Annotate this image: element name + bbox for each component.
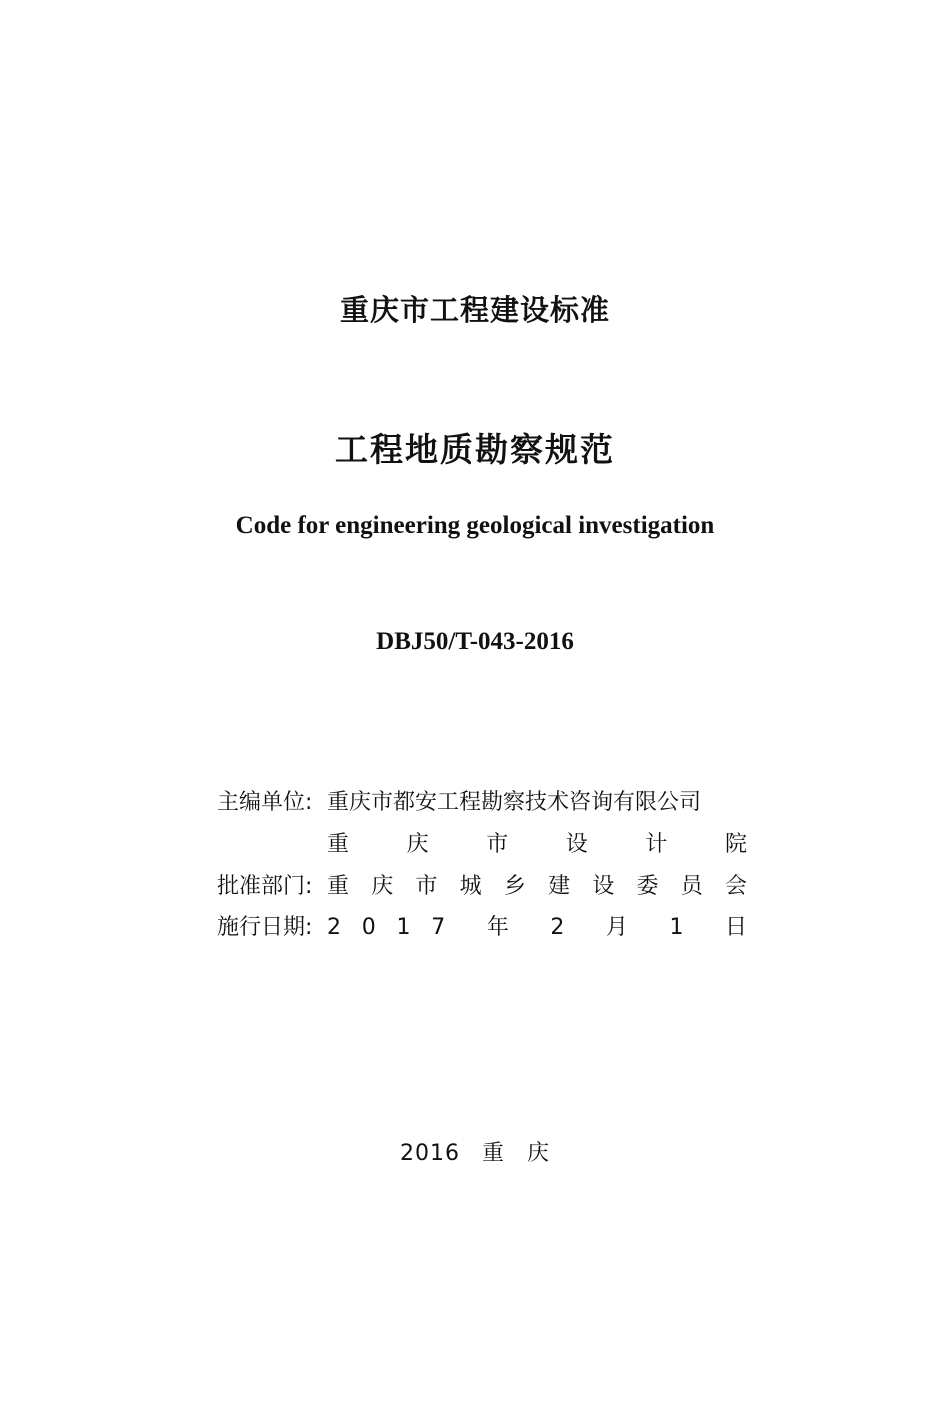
editor-unit-row (217, 788, 747, 818)
approval-char: 员 (680, 874, 703, 899)
editor-unit-secondary-char: 庆 (406, 832, 429, 857)
document-title-english: Code for engineering geological investigation (235, 512, 715, 539)
approval-char: 城 (459, 874, 482, 899)
date-digit: 0 (361, 915, 376, 940)
approval-char: 设 (592, 874, 615, 899)
editor-unit-secondary-char: 计 (645, 832, 668, 857)
approval-char: 庆 (371, 874, 394, 899)
publication-year: 2016 (399, 1141, 460, 1166)
approval-char: 市 (415, 874, 438, 899)
approval-department-value (327, 872, 747, 902)
date-month-char: 月 (605, 915, 628, 940)
approval-char: 建 (548, 874, 571, 899)
editor-unit-secondary (327, 830, 747, 860)
approval-department-row (217, 872, 747, 902)
editor-unit-secondary-char: 重 (327, 832, 350, 857)
effective-date-label: 施行日期: (217, 915, 313, 940)
effective-date-value (327, 913, 747, 943)
effective-date-row (217, 913, 747, 943)
editor-unit-label: 主编单位: (217, 790, 313, 815)
editor-unit-secondary-row (217, 830, 747, 860)
standard-number: DBJ50/T-043-2016 (376, 628, 574, 655)
approval-char: 会 (724, 874, 747, 899)
date-day-number: 1 (669, 915, 684, 940)
date-day-char: 日 (724, 915, 747, 940)
date-digit: 7 (431, 915, 446, 940)
date-digit: 2 (327, 915, 341, 940)
date-year-char: 年 (486, 915, 509, 940)
publication-city-char: 庆 (527, 1141, 551, 1166)
date-month-number: 2 (550, 915, 565, 940)
approval-department-label: 批准部门: (217, 874, 313, 899)
editor-unit-primary: 重庆市都安工程勘察技术咨询有限公司 (327, 790, 702, 815)
publication-footer (0, 1136, 950, 1167)
editor-unit-secondary-char: 市 (486, 832, 509, 857)
document-title-chinese: 工程地质勘察规范 (335, 430, 615, 469)
editor-unit-secondary-char: 院 (724, 832, 747, 857)
editor-unit-secondary-char: 设 (565, 832, 588, 857)
approval-char: 乡 (503, 874, 526, 899)
standard-series-title: 重庆市工程建设标准 (339, 293, 610, 327)
date-digit: 1 (396, 915, 411, 940)
publication-city-char: 重 (481, 1141, 505, 1166)
approval-char: 重 (327, 874, 350, 899)
approval-char: 委 (636, 874, 659, 899)
